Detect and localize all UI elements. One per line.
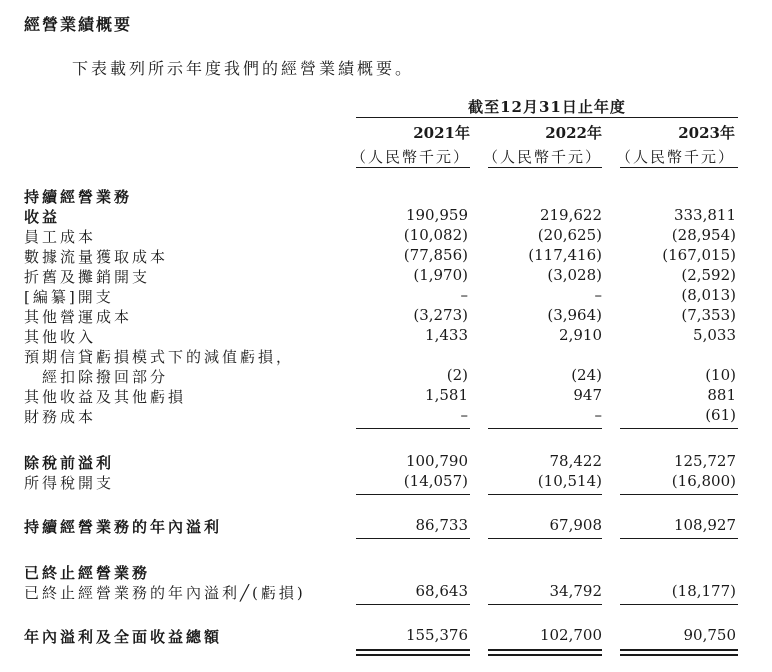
period-header: 截至12月31日止年度 xyxy=(468,98,626,116)
cell-2021: 190,959 xyxy=(405,206,468,224)
row-label: 其他收入 xyxy=(24,328,97,346)
cell-2022: – xyxy=(594,406,602,424)
unit-rule-2022 xyxy=(488,167,602,168)
subtotal-rule xyxy=(620,538,738,539)
cell-2023: (16,800) xyxy=(671,472,736,490)
section-heading: 經營業績概要 xyxy=(24,15,133,34)
row-label: 已終止經營業務的年內溢利╱(虧損) xyxy=(24,584,306,602)
cell-2023: (10) xyxy=(705,366,736,384)
cell-2023: (61) xyxy=(705,406,736,424)
cell-2023: 125,727 xyxy=(673,452,736,470)
row-label: 預期信貸虧損模式下的減值虧損， xyxy=(24,348,295,366)
cell-2023: 881 xyxy=(707,386,736,404)
subtotal-rule xyxy=(620,494,738,495)
cell-2022: 102,700 xyxy=(539,626,602,644)
cell-2021: 1,581 xyxy=(425,386,468,404)
cell-2022: 947 xyxy=(573,386,602,404)
cell-2021: 100,790 xyxy=(405,452,468,470)
cell-2022: 67,908 xyxy=(549,516,602,534)
subtotal-rule xyxy=(620,604,738,605)
row-label: 其他收益及其他虧損 xyxy=(24,388,187,406)
unit-2023: （人民幣千元） xyxy=(615,148,735,166)
cell-2022: 34,792 xyxy=(549,582,602,600)
row-label: 其他營運成本 xyxy=(24,308,133,326)
cell-2021: (10,082) xyxy=(403,226,468,244)
intro-paragraph: 下表載列所示年度我們的經營業績概要。 xyxy=(72,59,415,78)
cell-2022: (24) xyxy=(571,366,602,384)
cell-2021: (14,057) xyxy=(403,472,468,490)
cell-2021: (1,970) xyxy=(413,266,468,284)
row-label: 員工成本 xyxy=(24,228,97,246)
cell-2023: 333,811 xyxy=(673,206,736,224)
row-label: 除稅前溢利 xyxy=(24,454,115,472)
cell-2021: 86,733 xyxy=(415,516,468,534)
total-double-rule xyxy=(488,649,602,651)
cell-2022: – xyxy=(594,286,602,304)
row-label: 收益 xyxy=(24,208,61,226)
cell-2023: (18,177) xyxy=(671,582,736,600)
row-label: 折舊及攤銷開支 xyxy=(24,268,151,286)
cell-2021: 1,433 xyxy=(425,326,468,344)
row-label: 所得稅開支 xyxy=(24,474,115,492)
cell-2021: 155,376 xyxy=(405,626,468,644)
subtotal-rule xyxy=(488,604,602,605)
cell-2023: (2,592) xyxy=(681,266,736,284)
cell-2023: (8,013) xyxy=(681,286,736,304)
cell-2022: 2,910 xyxy=(559,326,602,344)
total-double-rule xyxy=(356,649,470,651)
total-double-rule xyxy=(620,654,738,656)
cell-2021: (77,856) xyxy=(403,246,468,264)
subtotal-rule xyxy=(620,428,738,429)
cell-2022: 219,622 xyxy=(539,206,602,224)
row-label: 年內溢利及全面收益總額 xyxy=(24,628,223,646)
cell-2023: 108,927 xyxy=(673,516,736,534)
row-label: 持續經營業務的年內溢利 xyxy=(24,518,223,536)
subtotal-rule xyxy=(488,494,602,495)
unit-rule-2023 xyxy=(620,167,738,168)
total-double-rule xyxy=(620,649,738,651)
subtotal-rule xyxy=(356,538,470,539)
row-label: 財務成本 xyxy=(24,408,97,426)
cell-2023: (167,015) xyxy=(662,246,736,264)
cell-2022: (20,625) xyxy=(537,226,602,244)
year-2022: 2022年 xyxy=(545,124,602,142)
subtotal-rule xyxy=(356,428,470,429)
row-label: [編纂]開支 xyxy=(24,288,114,306)
subtotal-rule xyxy=(356,604,470,605)
unit-2022: （人民幣千元） xyxy=(482,148,602,166)
cell-2021: – xyxy=(460,406,468,424)
unit-2021: （人民幣千元） xyxy=(350,148,470,166)
cell-2022: (117,416) xyxy=(528,246,602,264)
row-label: 已終止經營業務 xyxy=(24,564,151,582)
row-label: 經扣除撥回部分 xyxy=(42,368,169,386)
total-double-rule xyxy=(488,654,602,656)
year-2023: 2023年 xyxy=(678,124,735,142)
cell-2021: – xyxy=(460,286,468,304)
cell-2022: (3,028) xyxy=(547,266,602,284)
cell-2023: (7,353) xyxy=(681,306,736,324)
row-label: 數據流量獲取成本 xyxy=(24,248,169,266)
year-2021: 2021年 xyxy=(413,124,470,142)
cell-2021: 68,643 xyxy=(415,582,468,600)
unit-rule-2021 xyxy=(356,167,470,168)
cell-2021: (2) xyxy=(446,366,468,384)
cell-2022: 78,422 xyxy=(549,452,602,470)
cell-2022: (3,964) xyxy=(547,306,602,324)
cell-2023: 5,033 xyxy=(693,326,736,344)
subtotal-rule xyxy=(356,494,470,495)
cell-2023: (28,954) xyxy=(671,226,736,244)
cell-2021: (3,273) xyxy=(413,306,468,324)
cell-2022: (10,514) xyxy=(537,472,602,490)
cell-2023: 90,750 xyxy=(683,626,736,644)
header-rule xyxy=(356,117,738,118)
row-label: 持續經營業務 xyxy=(24,188,133,206)
subtotal-rule xyxy=(488,428,602,429)
total-double-rule xyxy=(356,654,470,656)
subtotal-rule xyxy=(488,538,602,539)
